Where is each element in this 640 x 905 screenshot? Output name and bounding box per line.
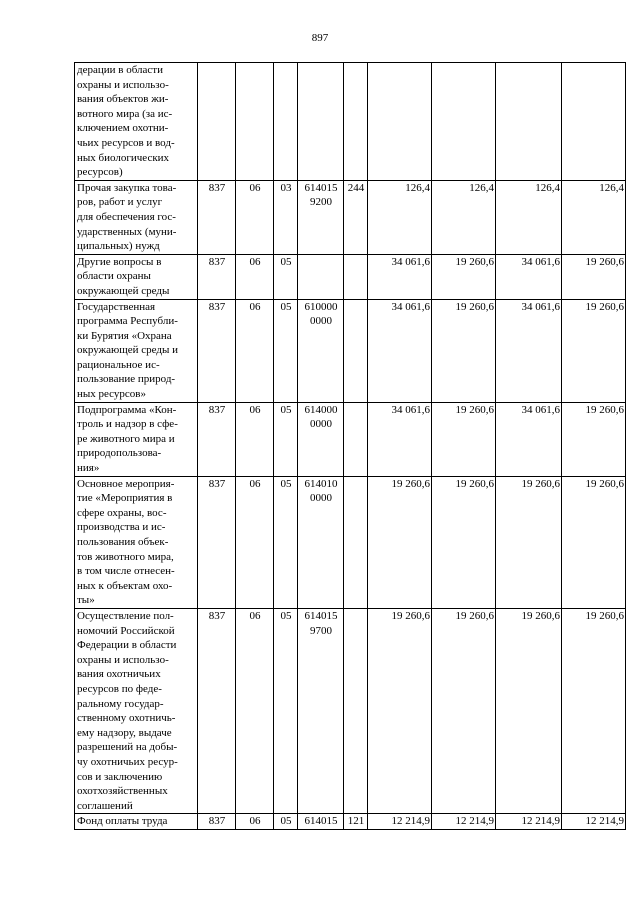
cell-name: [75, 814, 198, 830]
table-row: [75, 402, 626, 476]
cell-section-code: 06: [236, 254, 274, 299]
cell-target-article: [298, 608, 344, 813]
table-row: [75, 476, 626, 608]
table-row: [75, 254, 626, 299]
cell-amount-2: 19 260,6: [432, 608, 496, 813]
cell-section-code: 06: [236, 299, 274, 402]
cell-amount-2: 19 260,6: [432, 299, 496, 402]
cell-section-code: 06: [236, 180, 274, 254]
cell-ministry-code: 837: [198, 476, 236, 608]
cell-amount-4: 19 260,6: [562, 299, 626, 402]
row-name-line: тов животного мира,: [77, 550, 174, 563]
target-article-line: 610000: [304, 300, 338, 313]
table-row: [75, 63, 626, 181]
cell-expense-type: [344, 299, 368, 402]
cell-amount-4: 12 214,9: [562, 814, 626, 830]
row-name-line: производства и ис-: [77, 521, 166, 534]
cell-amount-3: 12 214,9: [496, 814, 562, 830]
cell-amount-2: 19 260,6: [432, 254, 496, 299]
budget-table: [74, 62, 626, 830]
table-row: [75, 180, 626, 254]
target-article-line: 0000: [310, 315, 332, 328]
row-name-line: троль и надзор в сфе-: [77, 418, 178, 431]
cell-target-article: [298, 402, 344, 476]
cell-amount-3: 34 061,6: [496, 299, 562, 402]
cell-amount-1: 12 214,9: [368, 814, 432, 830]
target-article-line: 0000: [310, 492, 332, 505]
cell-amount-2: 19 260,6: [432, 402, 496, 476]
cell-ministry-code: 837: [198, 180, 236, 254]
cell-subsection-code: [274, 63, 298, 181]
cell-amount-1: 19 260,6: [368, 476, 432, 608]
cell-amount-3: 19 260,6: [496, 476, 562, 608]
cell-amount-4: 19 260,6: [562, 608, 626, 813]
cell-amount-3: [496, 63, 562, 181]
cell-subsection-code: 05: [274, 402, 298, 476]
row-name-line: вотного мира (за ис-: [77, 107, 173, 120]
row-name-line: ных биологических: [77, 151, 170, 164]
target-article-line: 614015: [304, 181, 338, 194]
row-name-line: окружающей среды и: [77, 344, 178, 357]
cell-section-code: 06: [236, 402, 274, 476]
cell-amount-3: 19 260,6: [496, 608, 562, 813]
row-name-line: ты»: [77, 594, 95, 607]
row-name-line: области охраны: [77, 270, 151, 283]
cell-target-article: [298, 299, 344, 402]
cell-amount-1: 126,4: [368, 180, 432, 254]
cell-subsection-code: 03: [274, 180, 298, 254]
cell-target-article: [298, 814, 344, 830]
row-name-line: номочий Российской: [77, 624, 175, 637]
cell-amount-1: 34 061,6: [368, 299, 432, 402]
cell-target-article: [298, 254, 344, 299]
cell-expense-type: [344, 476, 368, 608]
cell-ministry-code: 837: [198, 254, 236, 299]
cell-expense-type: 121: [344, 814, 368, 830]
cell-expense-type: [344, 402, 368, 476]
cell-ministry-code: 837: [198, 402, 236, 476]
row-name-line: ки Бурятия «Охрана: [77, 329, 172, 342]
row-name-line: пользование природ-: [77, 373, 176, 386]
cell-expense-type: [344, 254, 368, 299]
cell-name: [75, 608, 198, 813]
row-name-line: Подпрограмма «Кон-: [77, 403, 177, 416]
row-name-line: Прочая закупка това-: [77, 181, 177, 194]
cell-amount-2: 12 214,9: [432, 814, 496, 830]
cell-name: [75, 299, 198, 402]
cell-amount-1: 19 260,6: [368, 608, 432, 813]
row-name-line: охраны и использо-: [77, 78, 169, 91]
row-name-line: чу охотничьих ресур-: [77, 755, 178, 768]
row-name-line: Осуществление пол-: [77, 609, 174, 622]
row-name-line: рациональное ис-: [77, 358, 160, 371]
row-name-line: Другие вопросы в: [77, 255, 162, 268]
cell-subsection-code: 05: [274, 814, 298, 830]
cell-section-code: 06: [236, 476, 274, 608]
cell-target-article: [298, 476, 344, 608]
cell-amount-3: 34 061,6: [496, 254, 562, 299]
table-row: [75, 814, 626, 830]
cell-ministry-code: [198, 63, 236, 181]
row-name-line: ре животного мира и: [77, 432, 175, 445]
row-name-line: окружающей среды: [77, 284, 170, 297]
cell-amount-1: [368, 63, 432, 181]
target-article-line: 9700: [310, 624, 332, 637]
cell-amount-4: 19 260,6: [562, 402, 626, 476]
cell-target-article: [298, 180, 344, 254]
cell-name: [75, 402, 198, 476]
table-row: [75, 299, 626, 402]
cell-ministry-code: 837: [198, 814, 236, 830]
row-name-line: вания объектов жи-: [77, 93, 169, 106]
cell-ministry-code: 837: [198, 299, 236, 402]
cell-amount-2: 19 260,6: [432, 476, 496, 608]
row-name-line: дерации в области: [77, 64, 163, 76]
target-article-line: 614010: [304, 477, 338, 490]
cell-name: [75, 63, 198, 181]
cell-expense-type: 244: [344, 180, 368, 254]
cell-name: [75, 180, 198, 254]
row-name-line: ключением охотни-: [77, 122, 169, 135]
row-name-line: ния»: [77, 462, 100, 475]
cell-amount-2: 126,4: [432, 180, 496, 254]
table-body: [75, 63, 626, 830]
row-name-line: охраны и использо-: [77, 653, 169, 666]
cell-subsection-code: 05: [274, 476, 298, 608]
cell-subsection-code: 05: [274, 254, 298, 299]
cell-expense-type: [344, 63, 368, 181]
cell-amount-2: [432, 63, 496, 181]
page-number: 897: [311, 32, 329, 44]
row-name-line: Государственная: [77, 300, 156, 313]
row-name-line: ственному охотничь-: [77, 712, 176, 725]
cell-amount-1: 34 061,6: [368, 402, 432, 476]
target-article-line: 614000: [304, 403, 338, 416]
row-name-line: ресурсов по феде-: [77, 682, 162, 695]
cell-amount-3: 34 061,6: [496, 402, 562, 476]
cell-target-article: [298, 63, 344, 181]
row-name-line: соглашений: [77, 799, 133, 812]
cell-section-code: 06: [236, 608, 274, 813]
row-name-line: ударственных (муни-: [77, 225, 177, 238]
cell-amount-4: 19 260,6: [562, 254, 626, 299]
row-name-line: Федерации в области: [77, 639, 177, 652]
row-name-line: в том числе отнесен-: [77, 565, 175, 578]
target-article-line: 0000: [310, 418, 332, 431]
row-name-line: природопользова-: [77, 447, 162, 460]
row-name-line: сов и заключению: [77, 770, 163, 783]
row-name-line: ных ресурсов»: [77, 388, 146, 401]
row-name-line: охотхозяйственных: [77, 785, 168, 798]
target-article-line: 614015: [304, 815, 338, 828]
cell-section-code: [236, 63, 274, 181]
cell-ministry-code: 837: [198, 608, 236, 813]
cell-amount-4: [562, 63, 626, 181]
row-name-line: разрешений на добы-: [77, 741, 178, 754]
cell-subsection-code: 05: [274, 299, 298, 402]
table-row: [75, 608, 626, 813]
row-name-line: ных к объектам охо-: [77, 579, 173, 592]
row-name-line: ципальных) нужд: [77, 240, 160, 253]
cell-expense-type: [344, 608, 368, 813]
row-name-line: Основное мероприя-: [77, 477, 175, 490]
cell-amount-3: 126,4: [496, 180, 562, 254]
cell-amount-4: 19 260,6: [562, 476, 626, 608]
row-name-line: программа Республи-: [77, 315, 178, 328]
cell-subsection-code: 05: [274, 608, 298, 813]
row-name-line: пользования объек-: [77, 536, 169, 548]
row-name-line: сфере охраны, вос-: [77, 506, 167, 519]
cell-amount-1: 34 061,6: [368, 254, 432, 299]
row-name-line: чьих ресурсов и вод-: [77, 136, 175, 149]
row-name-line: для обеспечения гос-: [77, 210, 176, 223]
row-name-line: тие «Мероприятия в: [77, 492, 173, 505]
cell-name: [75, 254, 198, 299]
cell-name: [75, 476, 198, 608]
target-article-line: 614015: [304, 609, 338, 622]
row-name-line: ральному государ-: [77, 697, 164, 710]
row-name-line: ров, работ и услуг: [77, 196, 163, 209]
row-name-line: ему надзору, выдаче: [77, 726, 172, 739]
cell-section-code: 06: [236, 814, 274, 830]
cell-amount-4: 126,4: [562, 180, 626, 254]
row-name-line: вания охотничьих: [77, 668, 161, 681]
row-name-line: ресурсов): [77, 166, 123, 179]
row-name-line: Фонд оплаты труда: [77, 815, 168, 828]
target-article-line: 9200: [310, 196, 332, 209]
